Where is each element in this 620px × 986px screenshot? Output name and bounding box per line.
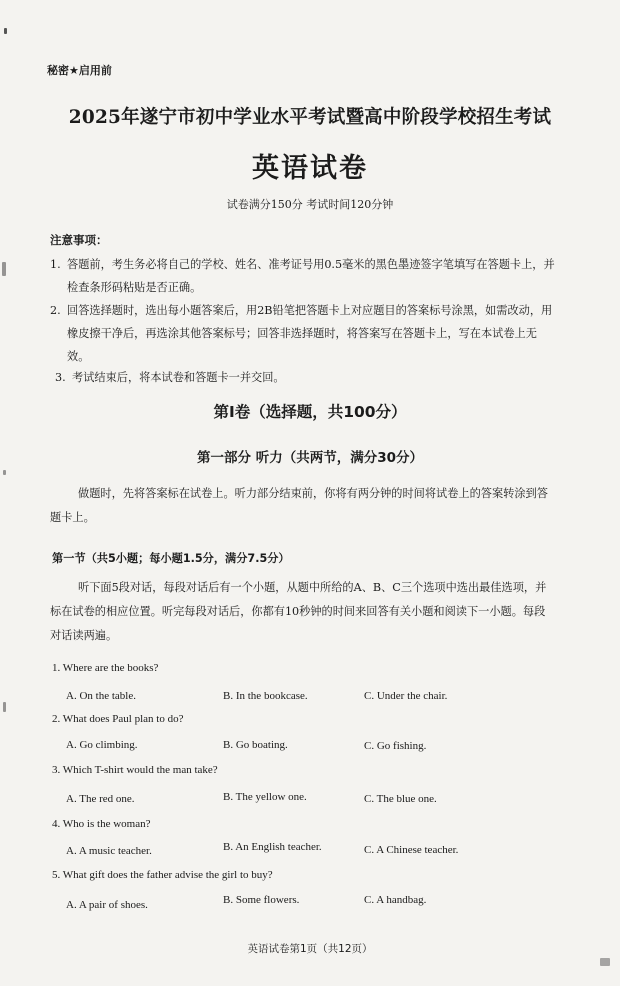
- scan-speck: [3, 702, 6, 712]
- option-b: B. Go boating.: [223, 739, 288, 751]
- option-b: B. The yellow one.: [223, 791, 307, 803]
- option-b: B. In the bookcase.: [223, 690, 308, 702]
- notice-item-number: 3.: [55, 371, 66, 384]
- option-c: C. A Chinese teacher.: [364, 844, 459, 856]
- secret-mark: 秘密★启用前: [47, 64, 112, 77]
- question-4: 4. Who is the woman?: [52, 818, 151, 830]
- scan-speck: [4, 28, 7, 34]
- page-footer: 英语试卷第1页（共12页）: [247, 943, 373, 955]
- question-5: 5. What gift does the father advise the girl to buy?: [52, 869, 273, 881]
- option-a: A. A music teacher.: [66, 845, 152, 857]
- option-b: B. Some flowers.: [223, 894, 300, 906]
- subsection-instructions: 听下面5段对话，每段对话后有一个小题，从题中所给的A、B、C三个选项中选出最佳选项，并标在试卷的相应位置。听完每段对话后，你都有10秒钟的时间来回答有关小题和阅读下一小题。每段对话读两遍。: [50, 581, 547, 642]
- option-c: C. Go fishing.: [364, 740, 427, 752]
- scan-speck: [2, 262, 6, 276]
- option-c: C. The blue one.: [364, 793, 437, 805]
- notice-item-number: 1.: [50, 258, 61, 271]
- option-b: B. An English teacher.: [223, 841, 322, 853]
- notice-item-text: 回答选择题时，选出每小题答案后，用2B铅笔把答题卡上对应题目的答案标号涂黑，如需改动，用橡皮擦干净后，再选涂其他答案标号；回答非选择题时，将答案写在答题卡上，写在本试卷上无效。: [67, 304, 553, 363]
- option-c: C. Under the chair.: [364, 690, 448, 702]
- notice-item-text: 考试结束后，将本试卷和答题卡一并交回。: [72, 371, 285, 384]
- question-2: 2. What does Paul plan to do?: [52, 713, 184, 725]
- listening-intro: 做题时，先将答案标在试卷上。听力部分结束前，你将有两分钟的时间将试卷上的答案转涂到答题卡上。: [50, 487, 548, 524]
- exam-title: 2025年遂宁市初中学业水平考试暨高中阶段学校招生考试: [68, 107, 552, 128]
- scan-speck: [600, 958, 610, 966]
- part-title: 第一部分 听力（共两节，满分30分）: [197, 450, 423, 466]
- exam-info: 试卷满分150分 考试时间120分钟: [226, 198, 394, 211]
- option-a: A. A pair of shoes.: [66, 899, 148, 911]
- notice-item-text: 答题前，考生务必将自己的学校、姓名、准考证号用0.5毫米的黑色墨迹签字笔填写在答题卡上，并检查条形码粘贴是否正确。: [67, 258, 555, 294]
- scan-speck: [3, 470, 6, 475]
- exam-subtitle: 英语试卷: [252, 153, 368, 184]
- notice-item-number: 2.: [50, 304, 61, 317]
- subsection-title: 第一节（共5小题；每小题1.5分，满分7.5分）: [52, 552, 290, 565]
- question-3: 3. Which T-shirt would the man take?: [52, 764, 218, 776]
- option-a: A. The red one.: [66, 793, 135, 805]
- option-a: A. Go climbing.: [66, 739, 138, 751]
- section-title: 第Ⅰ卷（选择题，共100分）: [213, 403, 407, 421]
- option-a: A. On the table.: [66, 690, 136, 702]
- notice-heading: 注意事项：: [50, 233, 108, 247]
- option-c: C. A handbag.: [364, 894, 427, 906]
- question-1: 1. Where are the books?: [52, 662, 159, 674]
